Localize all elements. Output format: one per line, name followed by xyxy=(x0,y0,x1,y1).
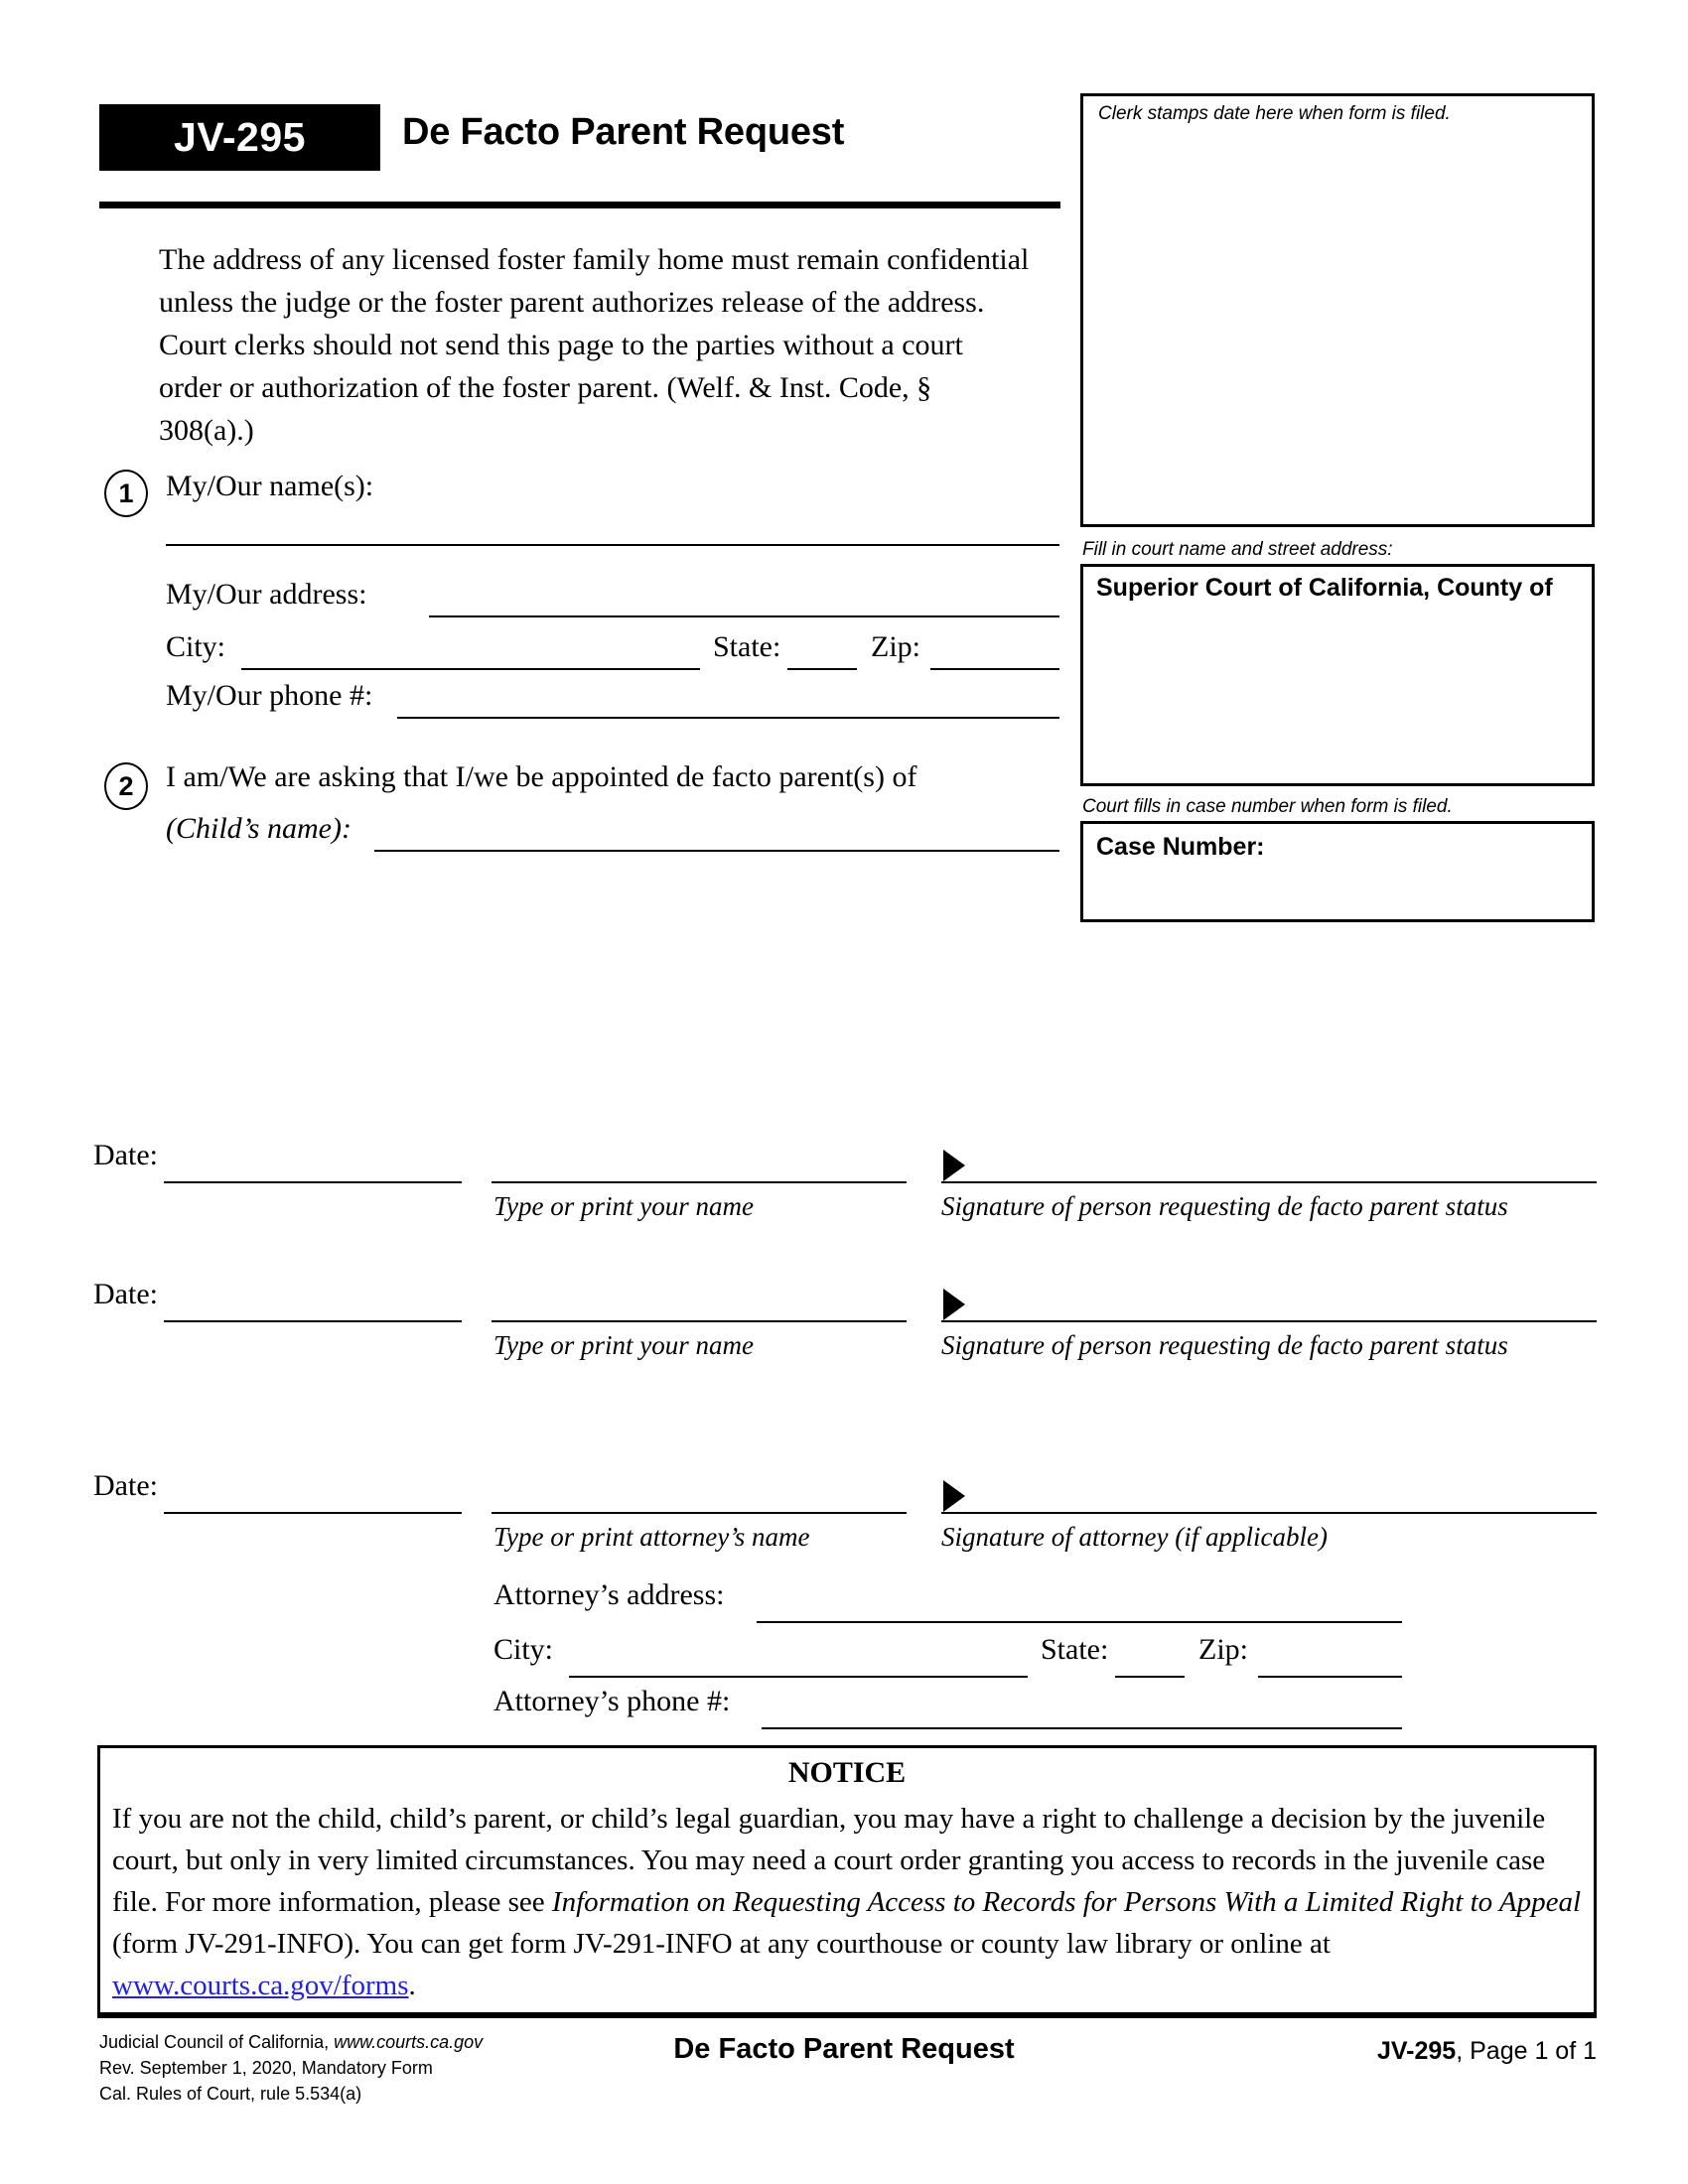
signature-1-date-input[interactable] xyxy=(164,1181,462,1183)
notice-body xyxy=(112,1798,1584,2006)
confidential-notice-paragraph: The address of any licensed foster family home must remain confidential unless the judge or the foster parent authorizes release of the address. Court clerks should not send this page to the parties without a court order or authorization of the foster parent. (Welf. & Inst. Code, § 308(a).) xyxy=(159,243,1030,447)
item-1-address-input[interactable] xyxy=(429,615,1059,617)
item-1-state-input[interactable] xyxy=(787,668,857,670)
signature-2-arrow-icon xyxy=(943,1289,965,1320)
item-2-number: 2 xyxy=(104,762,148,810)
attorney-city-label: City: xyxy=(493,1633,554,1666)
form-number-badge: JV-295 xyxy=(99,104,380,171)
signature-1-signature-input[interactable] xyxy=(941,1181,1597,1183)
attorney-address-label: Attorney’s address: xyxy=(493,1578,725,1611)
footer-divider xyxy=(97,2013,1597,2018)
clerk-stamp-box[interactable] xyxy=(1080,93,1595,527)
item-2-text: I am/We are asking that I/we be appointed de facto parent(s) of xyxy=(166,760,917,793)
item-1-address-label: My/Our address: xyxy=(166,578,367,611)
signature-1-print-name-caption: Type or print your name xyxy=(493,1191,754,1221)
case-number-label: Court fills in case number when form is filed. xyxy=(1082,796,1453,817)
item-1-city-input[interactable] xyxy=(241,668,700,670)
attorney-city-input[interactable] xyxy=(569,1676,1028,1678)
item-1-zip-label: Zip: xyxy=(871,630,920,663)
signature-2-print-name-input[interactable] xyxy=(492,1320,907,1322)
signature-2-date-input[interactable] xyxy=(164,1320,462,1322)
signature-1-print-name-input[interactable] xyxy=(492,1181,907,1183)
notice-box xyxy=(97,1745,1597,2015)
signature-1-date-label: Date: xyxy=(93,1139,158,1171)
footer-page-number: , Page 1 of 1 xyxy=(1456,2037,1597,2065)
signature-2-signature-caption: Signature of person requesting de facto parent status xyxy=(941,1330,1508,1360)
attorney-date-input[interactable] xyxy=(164,1512,462,1514)
case-number-field-label: Case Number: xyxy=(1096,833,1265,861)
item-1-number: 1 xyxy=(104,470,148,517)
footer-title: De Facto Parent Request xyxy=(673,2033,1015,2065)
signature-2-date-label: Date: xyxy=(93,1278,158,1310)
signature-1-signature-caption: Signature of person requesting de facto parent status xyxy=(941,1191,1508,1221)
attorney-print-name-input[interactable] xyxy=(492,1512,907,1514)
signature-1-arrow-icon xyxy=(943,1150,965,1181)
attorney-state-input[interactable] xyxy=(1115,1676,1185,1678)
attorney-zip-input[interactable] xyxy=(1258,1676,1402,1678)
attorney-date-label: Date: xyxy=(93,1469,158,1502)
notice-text-part2: (form JV-291-INFO). You can get form JV-291-INFO at any courthouse or county law library or online at xyxy=(112,1928,1331,1960)
footer-courts-url: www.courts.ca.gov xyxy=(334,2032,484,2052)
item-1-zip-input[interactable] xyxy=(930,668,1059,670)
item-1-name-input[interactable] xyxy=(166,544,1059,546)
footer-credit-line-2: Rev. September 1, 2020, Mandatory Form xyxy=(99,2058,433,2078)
attorney-print-name-caption: Type or print attorney’s name xyxy=(493,1522,810,1552)
item-2-child-name-input[interactable] xyxy=(374,850,1059,852)
attorney-signature-arrow-icon xyxy=(943,1480,965,1512)
notice-text-part1: If you are not the child, child’s parent, or child’s legal guardian, you may have a right to challenge a decision by the juvenile court, but only in very limited circumstances. You may need a court order granting you access to records in the juvenile case file. For more information, please see xyxy=(112,1803,1546,1918)
courts-forms-link[interactable]: www.courts.ca.gov/forms xyxy=(112,1970,409,2001)
attorney-phone-input[interactable] xyxy=(762,1727,1402,1729)
item-1-name-label: My/Our name(s): xyxy=(166,470,374,502)
signature-2-signature-input[interactable] xyxy=(941,1320,1597,1322)
court-name-value: Superior Court of California, County of xyxy=(1096,574,1553,602)
footer-form-number: JV-295 xyxy=(1376,2037,1457,2065)
footer-council-text: Judicial Council of California, xyxy=(99,2032,335,2052)
notice-text-part3: . xyxy=(408,1970,416,2001)
page-title: De Facto Parent Request xyxy=(402,111,845,153)
court-name-label: Fill in court name and street address: xyxy=(1082,539,1393,560)
notice-heading: NOTICE xyxy=(787,1756,907,1789)
attorney-signature-caption: Signature of attorney (if applicable) xyxy=(941,1522,1328,1552)
item-1-phone-label: My/Our phone #: xyxy=(166,679,373,712)
attorney-phone-label: Attorney’s phone #: xyxy=(493,1685,731,1717)
attorney-address-input[interactable] xyxy=(757,1621,1402,1623)
footer-credit-line-3: Cal. Rules of Court, rule 5.534(a) xyxy=(99,2084,362,2104)
attorney-zip-label: Zip: xyxy=(1198,1633,1248,1666)
attorney-signature-input[interactable] xyxy=(941,1512,1597,1514)
attorney-state-label: State: xyxy=(1041,1633,1109,1666)
item-1-city-label: City: xyxy=(166,630,226,663)
item-2-child-name-label: (Child’s name): xyxy=(166,812,352,845)
notice-italic-title: Information on Requesting Access to Records for Persons With a Limited Right to Appeal xyxy=(551,1886,1582,1918)
item-1-state-label: State: xyxy=(713,630,781,663)
header-divider xyxy=(99,202,1060,208)
item-1-phone-input[interactable] xyxy=(397,717,1059,719)
signature-2-print-name-caption: Type or print your name xyxy=(493,1330,754,1360)
clerk-stamp-label: Clerk stamps date here when form is filed. xyxy=(1098,103,1451,124)
footer-page-info xyxy=(1377,2037,1597,2066)
